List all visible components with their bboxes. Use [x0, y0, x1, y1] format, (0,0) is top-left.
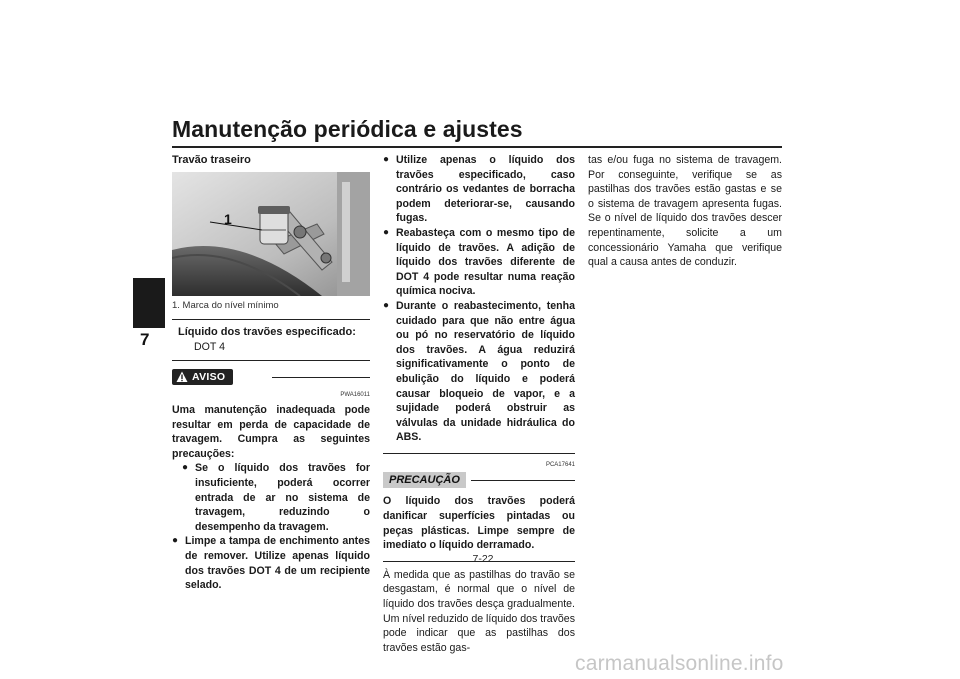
column-3 — [588, 153, 782, 270]
bullet-text: Se o líquido dos travões for insuficiente, poderá ocorrer entrada de ar no sistema de travagem, reduzindo o desempenho da travagem. — [195, 462, 370, 533]
section-title: Travão traseiro — [172, 154, 251, 166]
header-rule — [172, 146, 782, 148]
caution-code: PCA17641 — [545, 461, 575, 468]
caution-badge: PRECAUÇÃO — [383, 472, 466, 488]
bullet-icon: ● — [172, 535, 179, 547]
bullet-icon: ● — [383, 299, 390, 311]
bullet-text: Limpe a tampa de enchimento antes de remover. Utilize apenas líquido dos travões DOT 4 de um recipiente selado. — [185, 535, 370, 592]
warning-rule — [272, 377, 370, 378]
warning-badge — [172, 369, 233, 385]
spec-box — [172, 319, 370, 361]
bullet-icon: ● — [383, 154, 390, 165]
warning-header — [172, 369, 370, 387]
chapter-number: 7 — [140, 330, 150, 349]
bullet-icon: ● — [383, 226, 390, 238]
caution-rule — [471, 480, 575, 481]
body-paragraph-continued: tas e/ou fuga no sistema de travagem. Por conseguinte, verifique se as pastilhas dos travões estão gastas e se o sistema de travagem apresenta fugas. Se o nível de líquido dos travões descer repentinamente, solicite a um concessionário Yamaha que verifique qual a causa antes de conduzir. — [588, 154, 782, 269]
body-paragraph: À medida que as pastilhas do travão se desgastam, é normal que o nível de líquido dos travões desça gradualmente. Um nível reduzido de líquido dos travões pode indicar que as pastilhas dos travões estão gas- — [383, 568, 575, 654]
rear-brake-reservoir-figure — [172, 172, 370, 296]
warning-end-rule — [383, 453, 575, 454]
bullet-text: Reabasteça com o mesmo tipo de líquido de travões. A adição de líquido dos travões diferente de DOT 4 pode resultar numa reação química nociva. — [396, 226, 575, 298]
caution-text: O líquido dos travões poderá danificar superfícies pintadas ou peças plásticas. Limpe sempre de imediato o líquido derramado. — [383, 495, 575, 552]
column-1 — [172, 153, 370, 593]
page-title: Manutenção periódica e ajustes — [172, 116, 523, 142]
page-number: 7-22 — [472, 553, 494, 565]
figure-caption: 1. Marca do nível mínimo — [172, 299, 279, 311]
spec-label: Líquido dos travões especificado: — [178, 326, 356, 339]
bullet-text: Durante o reabastecimento, tenha cuidado para que não entre água ou pó no reservatório de líquido dos travões. A água reduzirá significativamente o ponto de ebulição do líquido e poderá causar bloqueio de vapor, e a sujidade poderá obstruir as válvulas da unidade hidráulica do ABS. — [396, 299, 575, 444]
warning-bullet — [383, 299, 575, 445]
watermark: carmanualsonline.info — [575, 652, 784, 675]
figure-callout: 1 — [224, 210, 232, 227]
bullet-icon: ● — [182, 462, 189, 474]
warning-intro: Uma manutenção inadequada pode resultar em perda de capacidade de travagem. Cumpra as seguintes precauções: — [172, 403, 370, 460]
caution-header — [383, 472, 575, 490]
column-2 — [383, 153, 575, 655]
warning-bullet — [172, 461, 370, 534]
chapter-tab — [133, 278, 165, 328]
warning-bullet — [383, 153, 575, 226]
warning-bullet — [383, 226, 575, 299]
warning-bullet — [172, 534, 370, 592]
reservoir-illustration — [172, 172, 370, 296]
spec-value: DOT 4 — [194, 340, 226, 353]
warning-triangle-icon — [176, 371, 188, 383]
warning-badge-label: AVISO — [192, 371, 226, 384]
bullet-text: Utilize apenas o líquido dos travões especificado, caso contrário os vedantes de borracha podem deteriorar-se, causando fugas. — [396, 154, 575, 225]
warning-code: PWA16011 — [340, 392, 370, 399]
